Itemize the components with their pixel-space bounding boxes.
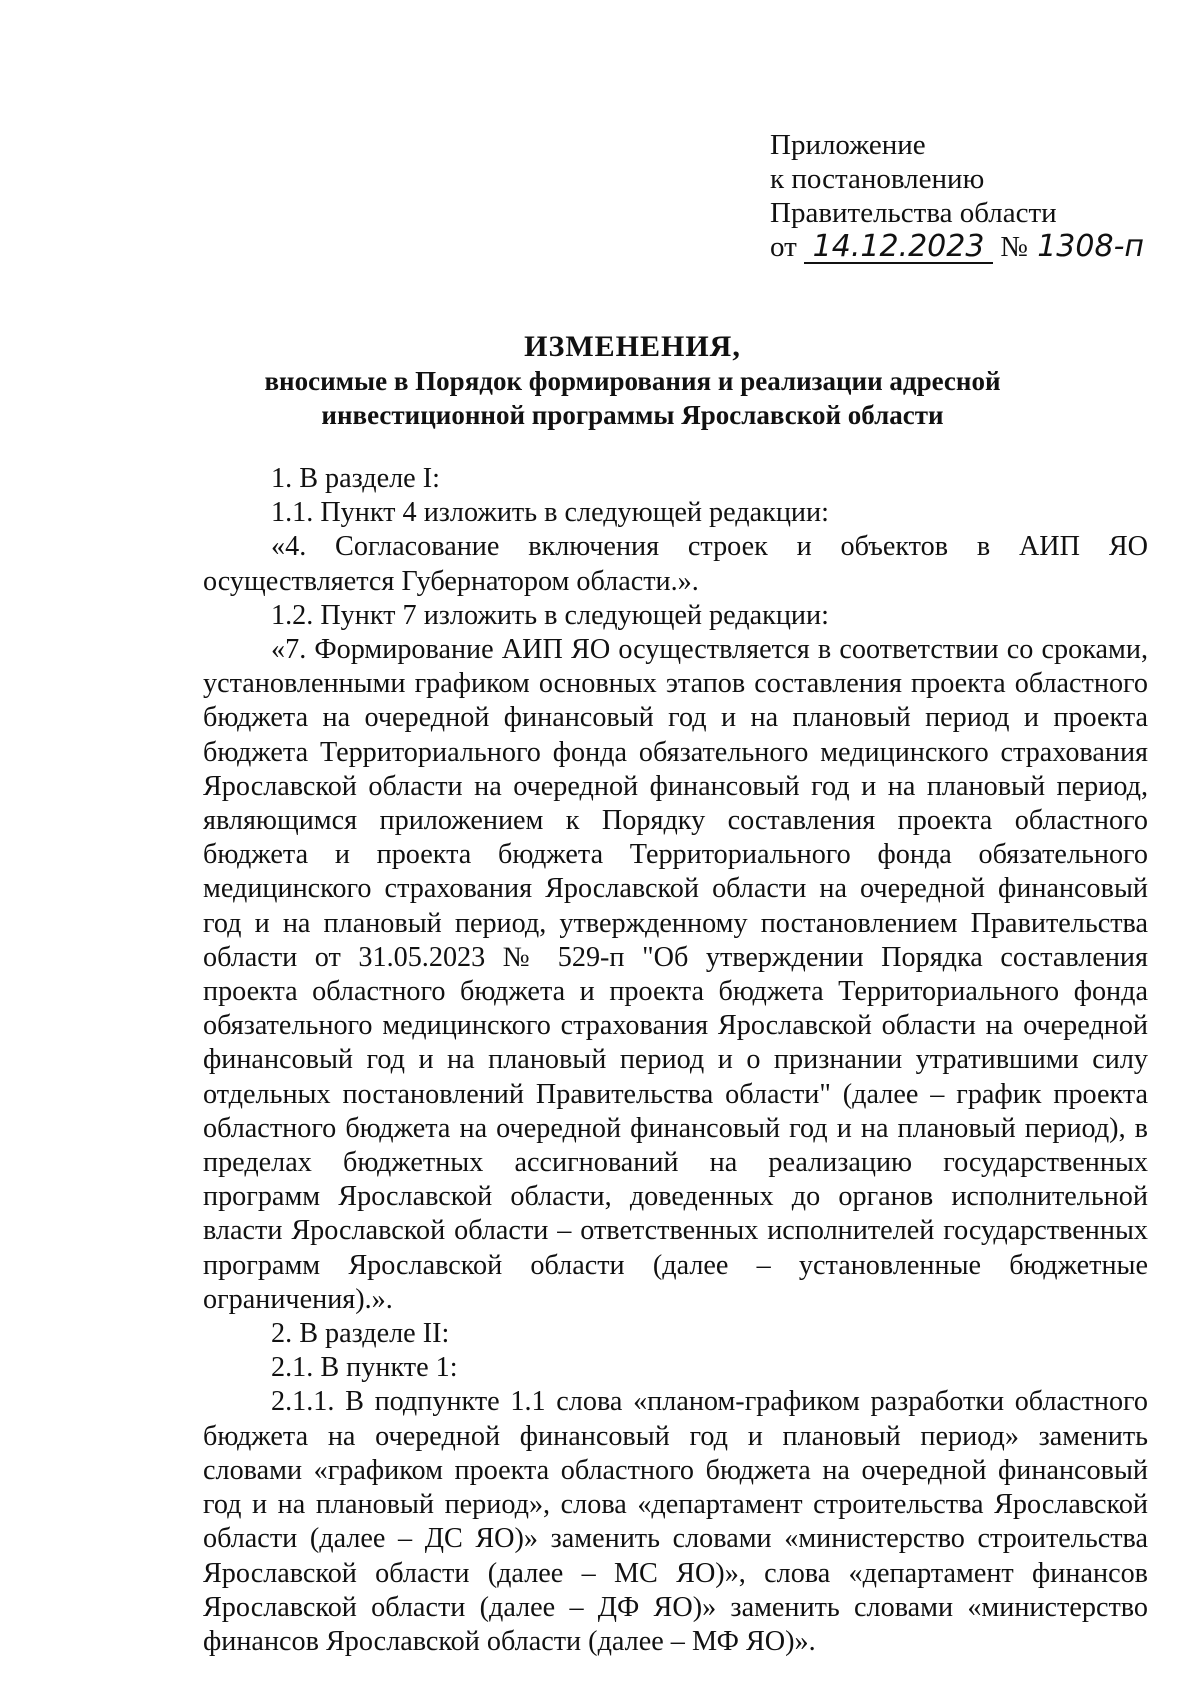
paragraph-section-2: 2. В разделе II:	[271, 1318, 450, 1350]
document-body	[203, 462, 1148, 1659]
paragraph-1-2: 1.2. Пункт 7 изложить в следующей редакции:	[271, 599, 829, 631]
paragraph-point-4: «4. Согласование включения строек и объектов в АИП ЯО осуществляется Губернатором области.».	[203, 531, 1148, 597]
header-line-government: Правительства области	[770, 197, 1057, 229]
document-subtitle-line-2: инвестиционной программы Ярославской области	[321, 400, 944, 430]
header-line-resolution: к постановлению	[770, 163, 985, 195]
handwritten-number: 1308-п	[1037, 229, 1145, 264]
paragraph-2-1: 2.1. В пункте 1:	[271, 1352, 458, 1384]
handwritten-date: 14.12.2023	[804, 232, 993, 264]
date-prefix: от	[770, 231, 797, 263]
paragraph-point-7: «7. Формирование АИП ЯО осуществляется в соответствии со сроками, установленными графиком основных этапов составления проекта областного бюджета на очередной финансовый год и на плановый период и проекта бюджета Территориального фонда обязательного медицинского страхования Ярославской области на очередной финансовый год и на плановый период, являющимся приложением к Порядку составления проекта областного бюджета и проекта бюджета Территориального фонда обязательного медицинского страхования Ярославской области на очередной финансовый год и на плановый период, утвержденному постановлением Правительства области от 31.05.2023 № 529-п "Об утверждении Порядка составления проекта областного бюджета и проекта бюджета Территориального фонда обязательного медицинского страхования Ярославской области на очередной финансовый год и на плановый период и о признании утратившими силу отдельных постановлений Правительства области" (далее – график проекта областного бюджета на очередной финансовый год и на плановый период), в пределах бюджетных ассигнований на реализацию государственных программ Ярославской области, доведенных до органов исполнительной власти Ярославской области – ответственных исполнителей государственных программ Ярославской области (далее – установленные бюджетные ограничения).».	[203, 634, 1148, 1315]
document-subtitle-line-1: вносимые в Порядок формирования и реализации адресной	[264, 366, 1001, 396]
document-title: ИЗМЕНЕНИЯ,	[524, 330, 741, 363]
document-title-block	[200, 330, 1065, 432]
header-date-line	[770, 230, 1149, 264]
paragraph-section-1: 1. В разделе I:	[271, 463, 440, 494]
paragraph-1-1: 1.1. Пункт 4 изложить в следующей редакции:	[271, 497, 829, 529]
number-sign: №	[1000, 231, 1028, 263]
paragraph-2-1-1: 2.1.1. В подпункте 1.1 слова «планом-графиком разработки областного бюджета на очередной финансовый год и плановый период» заменить словами «графиком проекта областного бюджета на очередной финансовый год и на плановый период», слова «департамент строительства Ярославской области (далее – ДС ЯО)» заменить словами «министерство строительства Ярославской области (далее – МС ЯО)», слова «департамент финансов Ярославской области (далее – ДФ ЯО)» заменить словами «министерство финансов Ярославской области (далее – МФ ЯО)».	[203, 1386, 1148, 1657]
header-line-appendix: Приложение	[770, 129, 926, 161]
appendix-header	[770, 128, 1149, 264]
